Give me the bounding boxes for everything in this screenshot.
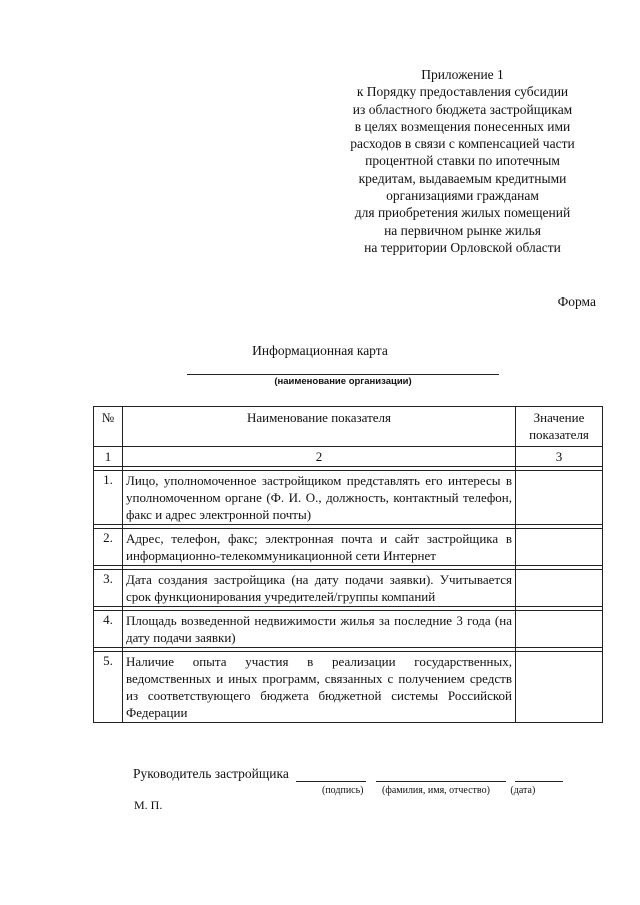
row-value-cell[interactable]	[516, 611, 603, 648]
row-num: 1.	[94, 471, 123, 525]
signature-captions	[322, 785, 535, 796]
caption-date: (дата)	[510, 785, 536, 796]
appendix-line: организациями гражданам	[386, 188, 539, 204]
row-value-cell[interactable]	[516, 529, 603, 566]
index-cell: 1	[94, 447, 123, 467]
row-value-cell[interactable]	[516, 570, 603, 607]
form-label: Форма	[557, 294, 596, 309]
signature-line	[133, 766, 563, 782]
table-row	[94, 529, 603, 566]
caption-full-name: (фамилия, имя, отчество)	[382, 785, 490, 796]
row-num: 2.	[94, 529, 123, 566]
signature-label: Руководитель застройщика	[133, 766, 289, 781]
header-name: Наименование показателя	[123, 407, 516, 447]
row-text: Дата создания застройщика (на дату подачи заявки). Учитывается срок функционирования учредителей/группы компаний	[123, 570, 516, 607]
appendix-line: расходов в связи с компенсацией части	[350, 136, 575, 152]
date-field[interactable]	[515, 767, 563, 782]
appendix-line: для приобретения жилых помещений	[354, 205, 571, 221]
table-row	[94, 652, 603, 723]
table-row	[94, 471, 603, 525]
caption-signature: (подпись)	[322, 785, 364, 796]
appendix-line: из областного бюджета застройщикам	[352, 101, 573, 117]
row-num: 5.	[94, 652, 123, 723]
full-name-field[interactable]	[376, 767, 506, 782]
row-text: Адрес, телефон, факс; электронная почта и сайт застройщика в информационно-телекоммуникационной сети Интернет	[123, 529, 516, 566]
row-value-cell[interactable]	[516, 471, 603, 525]
appendix-line: Приложение 1	[421, 67, 504, 82]
index-cell: 3	[516, 447, 603, 467]
row-num: 4.	[94, 611, 123, 648]
appendix-line: на территории Орловской области	[364, 239, 561, 255]
table-header-row	[94, 407, 603, 447]
info-table	[93, 406, 603, 723]
header-value: Значение показателя	[516, 407, 603, 447]
table-index-row	[94, 447, 603, 467]
header-num: №	[94, 407, 123, 447]
row-text: Наличие опыта участия в реализации государственных, ведомственных и иных программ, связанных с получением средств из соответствующего бюджета бюджетной системы Российской Федерации	[123, 652, 516, 723]
row-text: Площадь возведенной недвижимости жилья за последние 3 года (на дату подачи заявки)	[123, 611, 516, 648]
table-row	[94, 570, 603, 607]
row-num: 3.	[94, 570, 123, 607]
document-title: Информационная карта	[252, 343, 388, 358]
appendix-line: к Порядку предоставления субсидии	[356, 84, 569, 100]
appendix-header	[320, 66, 605, 256]
signature-field[interactable]	[296, 767, 366, 782]
appendix-line: процентной ставки по ипотечным	[365, 153, 560, 169]
table-row	[94, 611, 603, 648]
stamp-label: М. П.	[134, 798, 163, 812]
appendix-line: на первичном рынке жилья	[384, 222, 541, 238]
row-value-cell[interactable]	[516, 652, 603, 723]
index-cell: 2	[123, 447, 516, 467]
appendix-line: кредитам, выдаваемым кредитными	[358, 170, 567, 186]
organization-caption: (наименование организации)	[274, 376, 412, 387]
organization-name-line	[187, 374, 499, 375]
row-text: Лицо, уполномоченное застройщиком представлять его интересы в уполномоченном органе (Ф. И. О., должность, контактный телефон, факс и адрес электронной почты)	[123, 471, 516, 525]
appendix-line: в целях возмещения понесенных ими	[354, 118, 571, 134]
